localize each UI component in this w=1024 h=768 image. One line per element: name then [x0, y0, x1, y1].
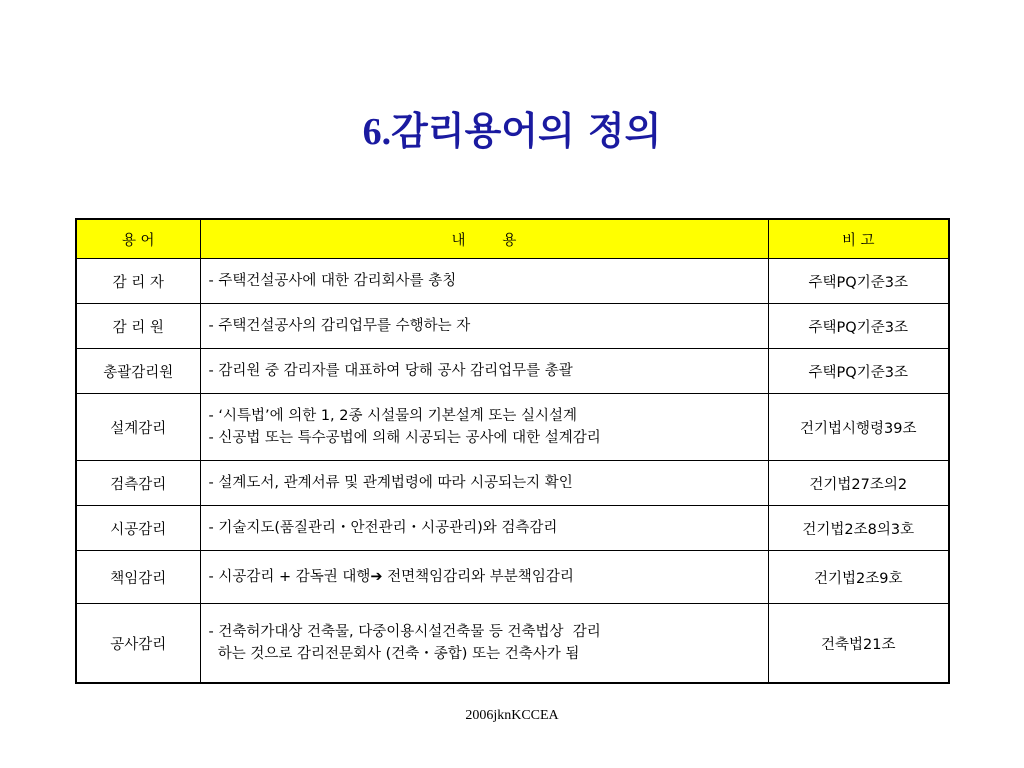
table-row: [76, 349, 949, 394]
term-cell: 총괄감리원: [76, 349, 200, 394]
definitions-table: [75, 218, 950, 684]
note-cell: 건기법시행령39조: [768, 394, 949, 461]
table-header-row: [76, 219, 949, 259]
content-cell: [200, 604, 768, 684]
table-row: [76, 551, 949, 604]
term-cell: 책임감리: [76, 551, 200, 604]
term-cell: 검측감리: [76, 461, 200, 506]
content-cell: - 주택건설공사의 감리업무를 수행하는 자: [200, 304, 768, 349]
footer-text: 2006jknKCCEA: [465, 708, 559, 723]
header-term: 용 어: [76, 219, 200, 259]
content-line-2: 하는 것으로 감리전문회사 (건축・종합) 또는 건축사가 됨: [208, 646, 580, 662]
note-cell: 주택PQ기준3조: [768, 304, 949, 349]
note-cell: 건기법2조9호: [768, 551, 949, 604]
note-cell: 건축법21조: [768, 604, 949, 684]
header-note: 비 고: [768, 219, 949, 259]
slide-title: [0, 106, 1024, 157]
title-text: 감리용어의 정의: [391, 109, 662, 153]
content-cell: - 감리원 중 감리자를 대표하여 당해 공사 감리업무를 총괄: [200, 349, 768, 394]
term-cell: 감 리 원: [76, 304, 200, 349]
table-row: [76, 604, 949, 684]
term-cell: 설계감리: [76, 394, 200, 461]
note-cell: 주택PQ기준3조: [768, 259, 949, 304]
table-row: [76, 461, 949, 506]
content-cell: - 기술지도(품질관리・안전관리・시공관리)와 검측감리: [200, 506, 768, 551]
content-cell: [200, 394, 768, 461]
table-row: [76, 259, 949, 304]
term-cell: 감 리 자: [76, 259, 200, 304]
table-row: [76, 304, 949, 349]
note-cell: 주택PQ기준3조: [768, 349, 949, 394]
note-cell: 건기법27조의2: [768, 461, 949, 506]
term-cell: 시공감리: [76, 506, 200, 551]
content-cell: - 설계도서, 관계서류 및 관계법령에 따라 시공되는지 확인: [200, 461, 768, 506]
content-cell: - 주택건설공사에 대한 감리회사를 총칭: [200, 259, 768, 304]
content-line-2: - 신공법 또는 특수공법에 의해 시공되는 공사에 대한 설계감리: [208, 430, 601, 446]
content-line-1: - ‘시특법’에 의한 1, 2종 시설물의 기본설계 또는 실시설계: [208, 408, 578, 424]
note-cell: 건기법2조8의3호: [768, 506, 949, 551]
content-cell: - 시공감리 + 감독권 대행➔ 전면책임감리와 부분책임감리: [200, 551, 768, 604]
table-row: [76, 394, 949, 461]
table-row: [76, 506, 949, 551]
term-cell: 공사감리: [76, 604, 200, 684]
content-line-1: - 건축허가대상 건축물, 다중이용시설건축물 등 건축법상 감리: [208, 624, 601, 640]
header-content: 내 용: [200, 219, 768, 259]
title-number: 6.: [362, 111, 392, 153]
